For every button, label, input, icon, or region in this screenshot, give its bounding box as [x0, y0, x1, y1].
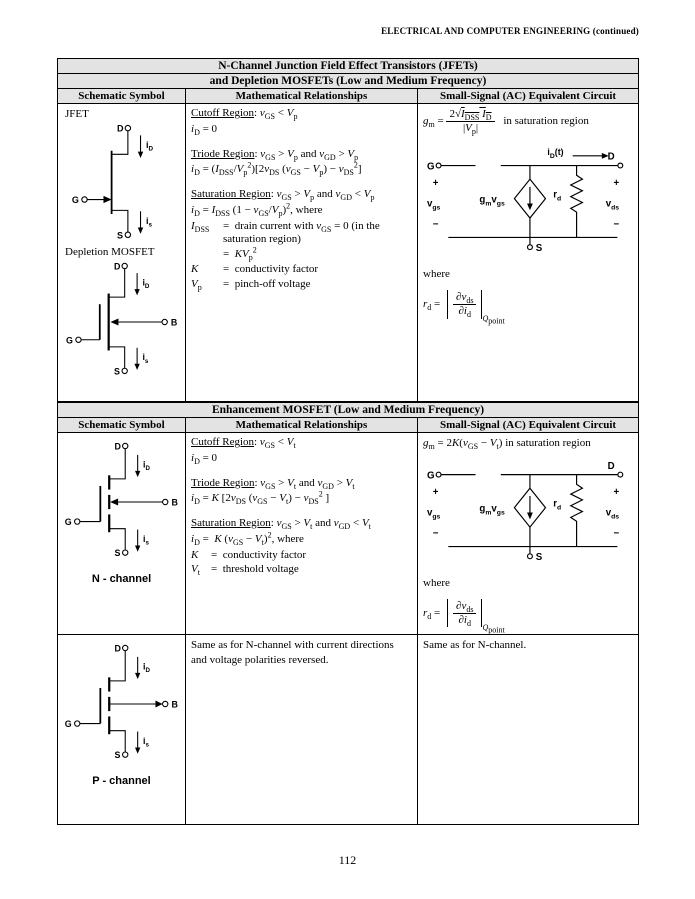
t2-equivalent-circuit — [423, 461, 633, 569]
rd-lhs: $r_d$ = — [423, 606, 441, 621]
circuit-drain-label: D — [607, 151, 615, 163]
depletion-bulk-label: B — [170, 317, 177, 328]
math-line-id0: $i_D = 0$ — [191, 451, 218, 466]
rd-denominator: $\partial i_d$ — [458, 613, 471, 628]
circuit-source-label: S — [535, 243, 543, 255]
table1-title-line2: and Depletion MOSFETs (Low and Medium Frequency) — [58, 74, 639, 89]
depletion-symbol-block — [63, 258, 180, 381]
gm-equation: $g_m = 2K(v_{GS} - V_t)$ in saturation region — [423, 437, 591, 452]
nchannel-caption: N - channel — [91, 573, 152, 585]
jfet-symbol-drawing — [81, 125, 140, 237]
definition-desc: = threshold voltage — [211, 563, 299, 576]
jfet-source-label: S — [116, 230, 123, 241]
gm-equation — [423, 108, 633, 134]
nchannel-symbol-block — [63, 436, 180, 571]
definition-idss — [191, 220, 412, 248]
pchannel-bulk-label: B — [171, 699, 178, 710]
t1-smallsignal-cell — [418, 104, 639, 402]
gmvgs-label: $g_mv_{gs}$ — [479, 503, 505, 517]
rd-magnitude-bars — [447, 290, 482, 318]
vds-plus-sign: + — [613, 178, 620, 190]
vgs-label: $v_{gs}$ — [426, 507, 441, 521]
nchannel-enhancement-symbol — [63, 436, 183, 568]
math-line-saturation: Saturation Region: $v_{GS} > V_p$ and $v_{GD} < V_p$ — [191, 188, 375, 203]
nchannel-drain-label: D — [114, 441, 121, 452]
circuit-gate-label: G — [426, 161, 435, 173]
math-line-saturation-eq: $i_D = I_{DSS}$ $(1 - v_{GS}/V_p)^2$, where — [191, 201, 323, 218]
column-header-math: Mathematical Relationships — [186, 418, 418, 433]
t1-math-cell — [186, 104, 418, 402]
t2-pchannel-math-cell — [186, 635, 418, 825]
jfet-symbol-arrows — [103, 152, 143, 234]
jfet-depletion-table — [57, 58, 639, 402]
math-line-id0: $i_D = 0$ — [191, 122, 218, 137]
definition-term: K — [191, 262, 199, 275]
vds-minus-sign: − — [613, 527, 620, 539]
page-content — [57, 58, 638, 825]
math-line-saturation-eq: $i_D = K$ $(v_{GS} - V_t)^2$, where — [191, 530, 304, 547]
definition-desc: = conductivity factor — [223, 262, 319, 275]
depletion-source-label: S — [113, 366, 120, 377]
small-signal-circuit — [425, 146, 631, 257]
pchannel-symbol-block — [63, 638, 180, 773]
vgs-minus-sign: − — [432, 527, 439, 539]
depletion-drain-label: D — [113, 261, 120, 272]
pchannel-smallsignal-note: Same as for N-channel. — [423, 639, 527, 652]
rd-numerator: $\partial v_{ds}$ — [453, 291, 476, 305]
pchannel-gate-label: G — [64, 719, 72, 730]
depletion-id-current-label: $i_D$ — [141, 277, 149, 291]
math-line-saturation: Saturation Region: $v_{GS} > V_t$ and $v_{GD} < V_t$ — [191, 517, 371, 532]
column-header-math: Mathematical Relationships — [186, 89, 418, 104]
definition-desc: = conductivity factor — [211, 548, 307, 561]
rd-lhs: $r_d$ = — [423, 297, 441, 313]
nchannel-symbol-drawing — [75, 443, 168, 555]
rd-qpoint-subscript: Qpoint — [482, 622, 505, 635]
t1-schematic-cell — [58, 104, 186, 402]
column-header-schematic: Schematic Symbol — [58, 89, 186, 104]
definition-k — [191, 549, 412, 563]
t2-pchannel-smallsignal-cell — [418, 635, 639, 825]
t2-smallsignal-cell — [418, 433, 639, 635]
t2-math-cell — [186, 433, 418, 635]
vgs-label: $v_{gs}$ — [426, 198, 441, 212]
pchannel-math-note: Same as for N-channel with current directions and voltage polarities reversed. — [191, 639, 394, 666]
vds-minus-sign: − — [613, 219, 620, 231]
definition-desc: = drain current with $v_{GS} = 0$ (in the saturation region) — [223, 219, 380, 246]
t2-nchannel-schematic-cell — [58, 433, 186, 635]
math-line-triode-eq: $i_D = K$ [$2v_{DS}$ $(v_{GS} - V_t) - v_{DS}^2$ ] — [191, 489, 330, 507]
page-number: 112 — [338, 853, 357, 867]
definition-desc: = pinch-off voltage — [223, 277, 311, 290]
jfet-caption: JFET — [65, 108, 89, 120]
pchannel-source-label: S — [114, 750, 121, 761]
rd-equation — [423, 290, 633, 326]
gm-numerator: $2√I_{DSS}$ $I_D$ — [446, 108, 494, 122]
definition-kvp2 — [191, 245, 412, 263]
pchannel-drain-label: D — [114, 643, 121, 654]
gm-denominator: $|V_p|$ — [462, 121, 479, 136]
gm-condition: in saturation region — [503, 114, 589, 127]
nchannel-is-current-label: $i_s$ — [143, 534, 149, 547]
enhancement-mosfet-table — [57, 402, 639, 825]
pchannel-symbol-drawing — [75, 643, 168, 758]
table2-title: Enhancement MOSFET (Low and Medium Frequency) — [58, 403, 639, 418]
definition-term: $I_{DSS}$ — [191, 219, 210, 234]
math-line-triode: Triode Region: $v_{GS} > V_t$ and $v_{GD} > V_t$ — [191, 476, 355, 491]
definition-vt — [191, 563, 412, 577]
definition-term — [191, 248, 223, 262]
pchannel-is-current-label: $i_s$ — [143, 736, 149, 749]
jfet-is-current-label: $i_s$ — [145, 215, 152, 229]
definition-term: $V_p$ — [191, 277, 202, 292]
jfet-symbol — [70, 120, 174, 242]
nchannel-gate-label: G — [64, 517, 72, 528]
small-signal-circuit — [425, 461, 631, 566]
math-line-triode-eq: $i_D = (I_{DSS}/V_p^2)[2v_{DS}$ $(v_{GS} - V_p) - v_{DS}^2$] — [191, 160, 362, 178]
definition-vp — [191, 278, 412, 292]
depletion-gate-label: G — [65, 335, 73, 346]
t1-equivalent-circuit — [423, 146, 633, 260]
definition-term: $V_t$ — [191, 563, 200, 578]
definition-k — [191, 263, 412, 277]
vds-label: $v_{ds}$ — [605, 507, 620, 521]
vgs-minus-sign: − — [432, 219, 439, 231]
depletion-mosfet-symbol — [64, 258, 180, 378]
depletion-is-current-label: $i_s$ — [141, 352, 148, 365]
pchannel-id-current-label: $i_D$ — [143, 661, 150, 675]
jfet-id-current-label: $i_D$ — [145, 140, 153, 153]
rd-label: $r_d$ — [553, 498, 562, 512]
column-header-smallsignal: Small-Signal (AC) Equivalent Circuit — [418, 89, 639, 104]
nchannel-bulk-label: B — [171, 497, 178, 508]
nchannel-source-label: S — [114, 548, 121, 559]
pchannel-enhancement-symbol — [63, 638, 183, 770]
where-label: where — [423, 268, 450, 281]
jfet-gate-label: G — [71, 195, 79, 206]
vgs-plus-sign: + — [432, 178, 439, 190]
table1-title-line1: N-Channel Junction Field Effect Transistors (JFETs) — [58, 59, 639, 74]
vgs-plus-sign: + — [432, 487, 439, 499]
rd-qpoint-subscript: Qpoint — [482, 313, 505, 326]
t2-pchannel-schematic-cell — [58, 635, 186, 825]
circuit-source-label: S — [535, 552, 543, 564]
rd-label: $r_d$ — [553, 189, 562, 203]
column-header-schematic: Schematic Symbol — [58, 418, 186, 433]
circuit-drain-label: D — [607, 461, 615, 472]
gm-lhs: $g_m$ = — [423, 114, 444, 129]
jfet-drain-label: D — [116, 123, 124, 134]
rd-numerator: $\partial v_{ds}$ — [453, 600, 476, 614]
depletion-symbol-drawing — [75, 263, 167, 373]
depletion-mosfet-caption: Depletion MOSFET — [65, 246, 155, 258]
definition-desc: = $KV_p^2$ — [223, 245, 257, 263]
math-line-cutoff: Cutoff Region: $v_{GS} < V_p$ — [191, 107, 298, 122]
where-label: where — [423, 577, 450, 589]
rd-equation — [423, 599, 633, 635]
jfet-symbol-block — [63, 120, 180, 245]
definition-term: K — [191, 548, 199, 561]
rd-magnitude-bars — [447, 599, 482, 627]
nchannel-id-current-label: $i_D$ — [143, 459, 150, 472]
vds-plus-sign: + — [613, 487, 620, 499]
math-line-cutoff: Cutoff Region: $v_{GS} < V_t$ — [191, 436, 296, 451]
gmvgs-label: $g_mv_{gs}$ — [479, 194, 505, 208]
gm-fraction — [446, 108, 494, 134]
circuit-gate-label: G — [426, 470, 435, 482]
column-header-smallsignal: Small-Signal (AC) Equivalent Circuit — [418, 418, 639, 433]
rd-denominator: $\partial i_d$ — [458, 304, 471, 320]
running-header: ELECTRICAL AND COMPUTER ENGINEERING (continued) — [381, 26, 639, 36]
circuit-idt-label: $i_D(t)$ — [547, 147, 564, 161]
pchannel-caption: P - channel — [92, 775, 151, 788]
math-line-triode: Triode Region: $v_{GS} > V_p$ and $v_{GD} > V_p$ — [191, 147, 359, 162]
vds-label: $v_{ds}$ — [605, 198, 620, 212]
